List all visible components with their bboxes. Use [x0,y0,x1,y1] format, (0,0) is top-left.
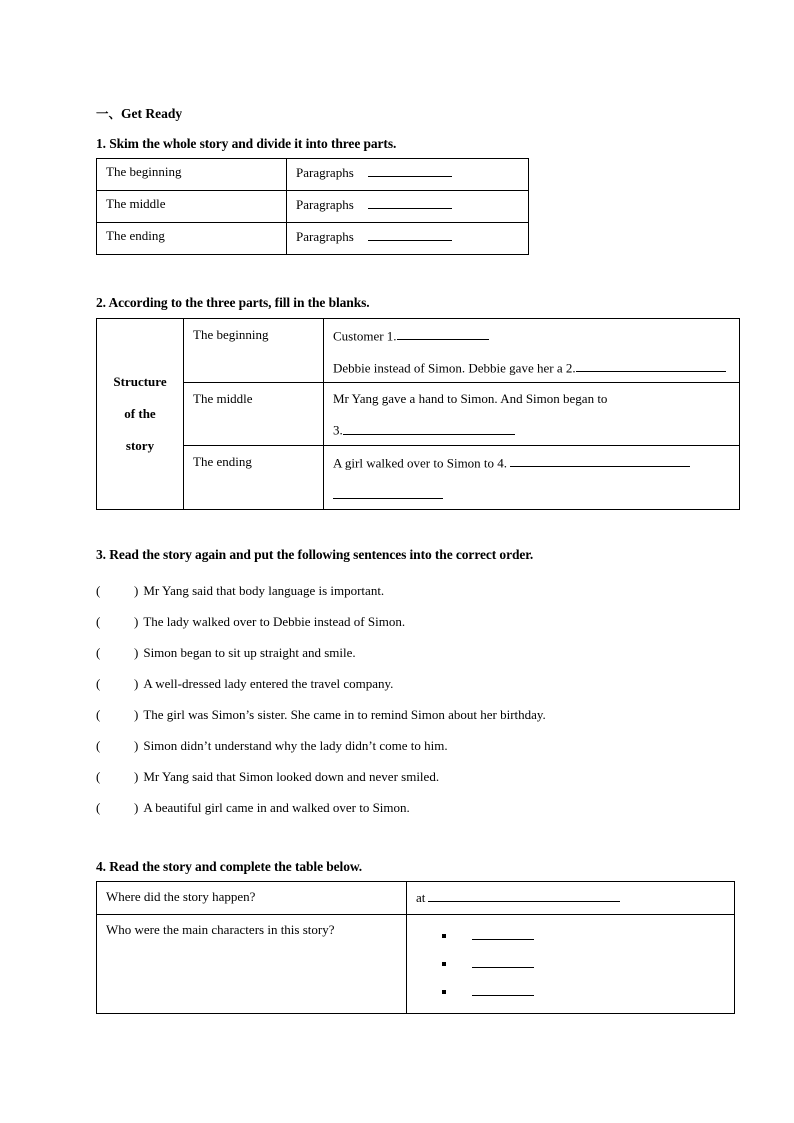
content-line [333,454,731,472]
content-line [333,421,731,439]
answer-blank-4a[interactable] [510,454,690,467]
list-item [96,792,736,823]
part-name-cell: The ending [97,223,287,255]
paragraphs-blank[interactable] [368,228,452,241]
paragraphs-line [296,197,452,212]
list-item [96,668,736,699]
table-row [97,159,529,191]
list-item-text: The girl was Simon’s sister. She came in to remind Simon about her birthday. [143,707,546,722]
structure-label-cell [97,319,184,510]
square-bullet-icon [442,962,446,966]
page-title-text: Get Ready [121,106,183,121]
part-content-cell [324,446,740,510]
order-answer-box[interactable]: ( [96,614,101,629]
table-row [97,191,529,223]
character-blank[interactable] [472,983,534,996]
list-item [96,637,736,668]
table-row [97,882,735,915]
list-item [416,950,726,978]
square-bullet-icon [442,990,446,994]
list-item-text: The lady walked over to Debbie instead of Simon. [143,614,406,629]
order-answer-box[interactable]: ( [96,707,101,722]
list-item-text: Simon began to sit up straight and smile. [143,645,356,660]
table-row [97,223,529,255]
order-paren-close: ) [134,800,139,815]
part-content-cell [324,319,740,383]
order-paren-close: ) [134,676,139,691]
answer-blank-4b[interactable] [333,486,443,499]
order-answer-box[interactable]: ( [96,645,101,660]
story-structure-table [96,318,740,510]
part-name-cell: The middle [97,191,287,223]
paragraph-answer-cell [287,223,529,255]
story-summary-table [96,881,735,1014]
paragraphs-label: Paragraphs [296,165,354,181]
table-row [97,915,735,1014]
order-paren-close: ) [134,645,139,660]
list-item-text: A beautiful girl came in and walked over to Simon. [143,800,410,815]
content-text: Customer 1. [333,328,397,344]
part-content-cell [324,383,740,446]
order-paren-close: ) [134,738,139,753]
structure-label-line-2: of the [124,406,156,422]
structure-label-line-3: story [125,438,155,454]
paragraphs-label: Paragraphs [296,229,354,245]
answer-blank-1[interactable] [397,327,489,340]
order-paren-close: ) [134,707,139,722]
order-answer-box[interactable]: ( [96,738,101,753]
paragraphs-blank[interactable] [368,164,452,177]
order-answer-box[interactable]: ( [96,769,101,784]
list-item-text: A well-dressed lady entered the travel company. [143,676,394,691]
order-answer-box[interactable]: ( [96,676,101,691]
section-2-heading: 2. According to the three parts, fill in the blanks. [96,295,370,310]
content-text: 3. [333,422,343,438]
paragraph-answer-cell [287,191,529,223]
list-item [416,922,726,950]
at-label: at [416,890,426,906]
answer-blank-2[interactable] [576,359,726,372]
story-parts-table [96,158,529,255]
paragraphs-line [296,165,452,180]
question-cell: Who were the main characters in this story? [97,915,407,1014]
list-item [96,575,736,606]
character-bullet-list [416,922,726,1006]
paragraph-answer-cell [287,159,529,191]
content-line [333,359,731,377]
question-cell: Where did the story happen? [97,882,407,915]
paragraphs-line [296,229,452,244]
table-row [97,383,740,446]
section-1-heading: 1. Skim the whole story and divide it into three parts. [96,136,397,151]
list-item [96,761,736,792]
content-line [333,327,731,345]
part-name-cell: The middle [184,383,324,446]
paragraphs-label: Paragraphs [296,197,354,213]
answer-cell [407,882,735,915]
answer-cell [407,915,735,1014]
content-line [333,486,731,504]
paragraphs-blank[interactable] [368,196,452,209]
ordering-exercise-list [96,575,736,823]
part-name-cell: The beginning [97,159,287,191]
part-name-cell: The beginning [184,319,324,383]
location-blank[interactable] [428,889,620,902]
order-paren-close: ) [134,583,139,598]
list-item-text: Mr Yang said that body language is important. [143,583,385,598]
list-item [96,606,736,637]
page-title [96,104,182,122]
list-item [96,699,736,730]
section-marker-cn: 一、 [96,106,122,121]
answer-blank-3[interactable] [343,421,515,434]
list-item-text: Mr Yang said that Simon looked down and never smiled. [143,769,440,784]
order-answer-box[interactable]: ( [96,583,101,598]
list-item-text: Simon didn’t understand why the lady didn’t come to him. [143,738,448,753]
order-answer-box[interactable]: ( [96,800,101,815]
order-paren-close: ) [134,614,139,629]
order-paren-close: ) [134,769,139,784]
table-row [97,446,740,510]
section-4-heading: 4. Read the story and complete the table below. [96,859,363,874]
part-name-cell: The ending [184,446,324,510]
list-item [416,978,726,1006]
character-blank[interactable] [472,955,534,968]
square-bullet-icon [442,934,446,938]
content-text: Debbie instead of Simon. Debbie gave her a 2. [333,359,576,375]
table-row [97,319,740,383]
list-item [96,730,736,761]
content-text: Mr Yang gave a hand to Simon. And Simon began to [333,391,608,407]
structure-label-line-1: Structure [113,374,167,390]
content-line [333,391,731,407]
character-blank[interactable] [472,927,534,940]
content-text: A girl walked over to Simon to 4. [333,455,508,471]
section-3-heading: 3. Read the story again and put the following sentences into the correct order. [96,547,534,562]
